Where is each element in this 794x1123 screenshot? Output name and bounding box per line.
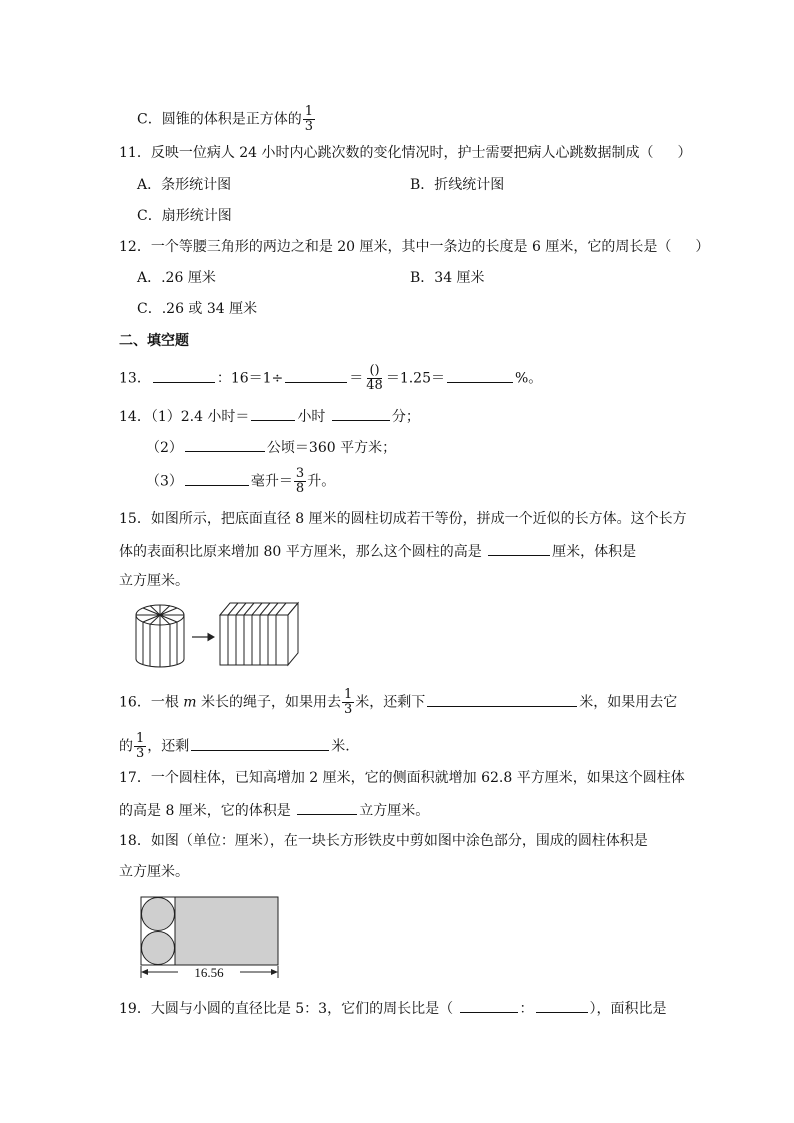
- q12-option-b[interactable]: B．34 厘米: [410, 270, 485, 286]
- q16-blank-2[interactable]: [191, 735, 329, 751]
- top-circle: [142, 898, 175, 931]
- cylinder-figure: [136, 605, 184, 667]
- q15-line-3: 立方厘米。: [119, 573, 189, 589]
- q18-line-2: 立方厘米。: [119, 864, 189, 880]
- q15-line-1: 15．如图所示，把底面直径 8 厘米的圆柱切成若干等份，拼成一个近似的长方体。这个长方: [119, 511, 687, 527]
- q15-figure-cylinder-to-cuboid: [128, 595, 308, 671]
- q13-blank-3[interactable]: [447, 367, 513, 383]
- q13-line: 13． ：16＝1÷ ＝ $\frac{()}{48}$ ＝1.25＝ %。: [119, 363, 543, 393]
- q11-option-c[interactable]: C．扇形统计图: [137, 208, 232, 224]
- fraction-one-third: $\frac{1}{3}$: [304, 104, 313, 134]
- q14-blank-minutes[interactable]: [332, 405, 390, 421]
- cuboid-figure: [220, 603, 298, 665]
- q15-blank-height[interactable]: [488, 540, 550, 556]
- q15-line-2: 体的表面积比原来增加 80 平方厘米，那么这个圆柱的高是 厘米，体积是: [119, 540, 636, 562]
- fraction-one-third: $\frac{1}{3}$: [344, 687, 353, 717]
- q12-option-c[interactable]: C．.26 或 34 厘米: [137, 301, 258, 317]
- q19-line-1: 19．大圆与小圆的直径比是 5：3，它们的周长比是（ ： ），面积比是: [119, 997, 667, 1019]
- fraction-three-eighths: $\frac{3}{8}$: [295, 466, 305, 496]
- dimension-label: 16.56: [194, 965, 224, 980]
- q11-option-a[interactable]: A．条形统计图: [137, 177, 232, 193]
- q14-line-2: （2） 公顷＝360 平方米；: [146, 436, 396, 458]
- q14-blank-hectares[interactable]: [185, 436, 265, 452]
- shaded-lateral-surface: [175, 897, 278, 965]
- q16-blank-1[interactable]: [427, 691, 577, 707]
- q14-line-1: 14．（1）2.4 小时＝ 小时 分；: [119, 405, 420, 427]
- q14-line-3: （3） 毫升＝ $\frac{3}{8}$ 升。: [146, 466, 336, 496]
- dimension-arrow-left-icon: [141, 969, 148, 975]
- q19-blank-2[interactable]: [536, 997, 588, 1013]
- q17-line-1: 17．一个圆柱体，已知高增加 2 厘米，它的侧面积就增加 62.8 平方厘米，如果这个圆柱体: [119, 770, 685, 786]
- q13-blank-1[interactable]: [153, 367, 215, 383]
- q11-option-b[interactable]: B．折线统计图: [410, 177, 505, 193]
- q16-line-1: 16．一根 m 米长的绳子，如果用去 $\frac{1}{3}$ 米，还剩下 米，如果用去它: [119, 687, 678, 717]
- q19-blank-1[interactable]: [460, 997, 518, 1013]
- q10-option-c[interactable]: C．圆锥的体积是正方体的 $\frac{1}{3}$: [137, 104, 313, 134]
- arrow-icon: [192, 634, 214, 641]
- q12-stem: 12．一个等腰三角形的两边之和是 20 厘米，其中一条边的长度是 6 厘米，它的周长是（ ）: [119, 239, 710, 255]
- q16-line-2: 的 $\frac{1}{3}$ ，还剩 米.: [119, 731, 350, 761]
- q13-fraction: $\frac{()}{48}$: [366, 363, 383, 393]
- q12-option-a[interactable]: A．.26 厘米: [137, 270, 216, 286]
- fraction-one-third: $\frac{1}{3}$: [136, 731, 145, 761]
- q14-blank-hours[interactable]: [251, 405, 295, 421]
- bottom-circle: [142, 932, 175, 965]
- section-title-fill-in: 二、填空题: [119, 333, 189, 349]
- q13-blank-2[interactable]: [285, 367, 347, 383]
- q18-line-1: 18．如图（单位：厘米），在一块长方形铁皮中剪如图中涂色部分，围成的圆柱体积是: [119, 833, 648, 849]
- q11-stem: 11．反映一位病人 24 小时内心跳次数的变化情况时，护士需要把病人心跳数据制成（ ）: [119, 145, 692, 161]
- q17-blank-volume[interactable]: [297, 799, 357, 815]
- dimension-arrow-right-icon: [271, 969, 278, 975]
- q17-line-2: 的高是 8 厘米，它的体积是 立方厘米。: [119, 799, 429, 821]
- q14-blank-ml[interactable]: [185, 470, 249, 486]
- q18-figure-iron-sheet: [138, 894, 283, 984]
